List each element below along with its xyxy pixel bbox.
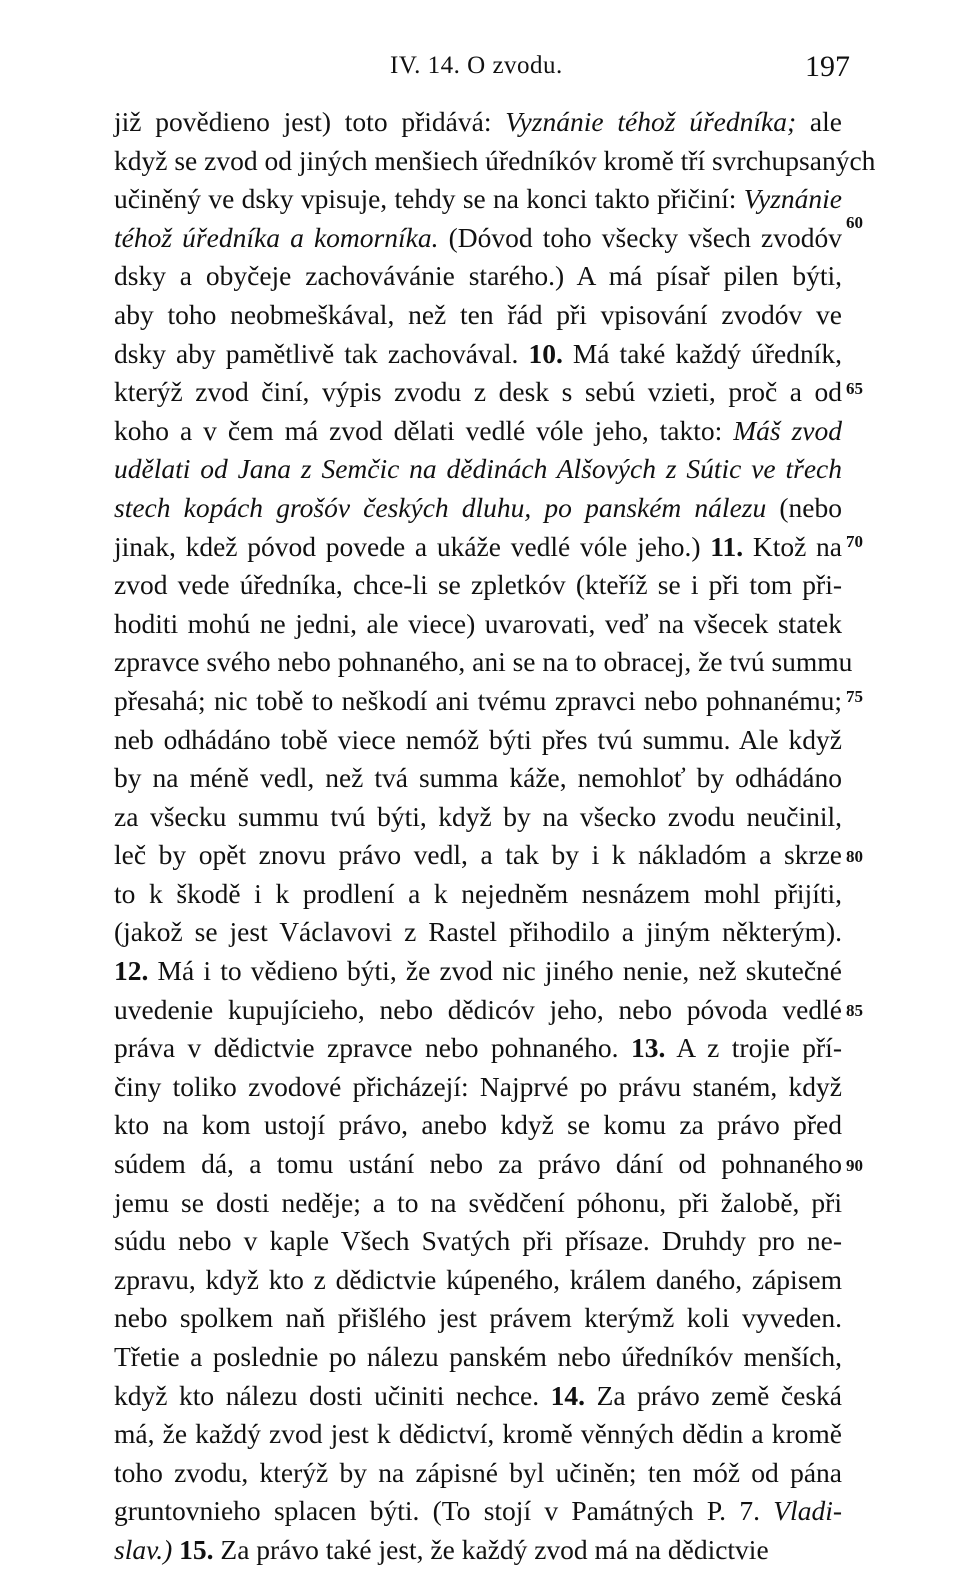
text-segment: to k škodě i k prodlení a k nejedněm nesnázem mohl přijíti, [114, 877, 842, 909]
section-number: 12. [114, 955, 149, 987]
text-line [114, 219, 842, 258]
text-segment: zvod vede úředníka, chce-li se zpletkóv (kteříž se i při tom při- [114, 569, 842, 601]
text-segment: dsky a obyčeje zachovávánie starého.) A má písař pilen býti, [114, 260, 842, 292]
section-number: 14. [550, 1379, 586, 1411]
text-line [114, 412, 842, 451]
text-line [114, 1145, 842, 1184]
text-line [114, 566, 842, 605]
text-segment: přesahá; nic tobě to neškodí ani tvému zpravci nebo pohnanému; [114, 684, 842, 716]
text-line [114, 1531, 842, 1570]
italic-phrase: Vyznánie téhož úředníka; [505, 106, 797, 137]
text-line [114, 721, 842, 760]
page-header [110, 50, 850, 90]
text-segment: Má také každý úředník, [562, 337, 842, 369]
text-line [114, 991, 842, 1030]
line-number-margin: 85 [846, 1001, 863, 1020]
text-segment: zpravce svého nebo pohnaného, ani se na to obracej, že tvú summu [114, 646, 853, 678]
text-segment: kterýž zvod činí, výpis zvodu z desk s sebú vzieti, proč a od [114, 376, 842, 408]
text-segment [172, 1534, 179, 1565]
text-segment: (jakož se jest Václavovi z Rastel přihodilo a jiným některým). [114, 916, 842, 948]
text-line [114, 1106, 842, 1145]
text-line [114, 103, 842, 142]
section-number: 11. [710, 530, 744, 562]
text-segment: Má i to vědieno býti, že zvod nic jiného nenie, než skutečné [148, 955, 842, 987]
line-number-margin: 60 [846, 213, 863, 232]
text-line [114, 682, 842, 721]
text-line [114, 142, 876, 181]
text-line [114, 450, 842, 489]
text-line [114, 1184, 842, 1223]
text-segment: Za právo země česká [585, 1379, 842, 1411]
running-head: IV. 14. O zvodu. [390, 52, 563, 79]
text-segment: gruntovnieho splacen býti. (To stojí v Památných P. 7. [114, 1495, 774, 1527]
italic-phrase: Vyznánie [743, 183, 842, 215]
text-segment: má, že každý zvod jest k dědictví, kromě věnných dědin a kromě [114, 1418, 842, 1450]
line-number-margin: 90 [846, 1156, 863, 1175]
text-line [114, 1299, 842, 1338]
section-number: 10. [528, 337, 563, 369]
text-segment: koho a v čem má zvod dělati vedlé vóle jeho, takto: [114, 414, 734, 446]
text-segment: hoditi mohú ne jedni, ale viece) uvarovati, veď na všecek statek [114, 607, 842, 639]
text-line [114, 180, 842, 219]
text-line [114, 296, 842, 335]
text-line [114, 1415, 842, 1454]
text-segment: ale [796, 106, 842, 137]
text-line [114, 257, 842, 296]
text-segment: leč by opět znovu právo vedl, a tak by i k nákladóm a skrze [114, 839, 842, 871]
text-line [114, 798, 842, 837]
text-segment: (nebo [766, 491, 842, 523]
text-line [114, 952, 842, 991]
text-line [114, 335, 842, 374]
text-line [114, 1492, 842, 1531]
text-line [114, 373, 842, 412]
text-segment: súdu nebo v kaple Všech Svatých při přísaze. Druhdy pro ne- [114, 1225, 842, 1257]
text-segment: když se zvod od jiných menšiech úředníkóv kromě tří svrchupsaných [114, 144, 876, 176]
text-segment: (Dóvod toho všecky všech zvodóv [438, 221, 843, 253]
text-segment: toho zvodu, kterýž by na zápisné byl učiněn; ten móž od pána [114, 1456, 842, 1488]
text-segment: Ktož na [743, 530, 842, 562]
text-line [114, 1377, 842, 1416]
section-number: 13. [630, 1032, 666, 1064]
italic-phrase: Vladi- [773, 1495, 842, 1527]
text-segment: práva v dědictvie zpravce nebo pohnaného. [114, 1032, 631, 1064]
text-segment: kto na kom ustojí právo, anebo když se komu za právo před [114, 1109, 842, 1141]
text-segment: činy toliko zvodové přicházejí: Najprvé po právu staném, když [114, 1070, 842, 1102]
text-line [114, 1029, 842, 1068]
text-line [114, 489, 842, 528]
text-line [114, 605, 842, 644]
text-line [114, 1454, 842, 1493]
text-segment: jinak, kdež póvod povede a ukáže vedlé vóle jeho.) [114, 530, 711, 562]
line-number-margin: 70 [846, 532, 863, 551]
text-line [114, 913, 842, 952]
text-segment: súdem dá, a tomu ustání nebo za právo dání od pohnaného [114, 1148, 842, 1180]
text-segment: učiněný ve dsky vpisuje, tehdy se na konci takto přičiní: [114, 183, 744, 215]
text-segment: uvedenie kupujícieho, nebo dědicóv jeho, nebo póvoda vedlé [114, 993, 842, 1025]
text-segment: neb odhádáno tobě viece nemóž býti přes tvú summu. Ale když [114, 723, 842, 755]
line-number-margin: 75 [846, 687, 863, 706]
text-line [114, 1068, 842, 1107]
italic-phrase: Máš zvod [733, 414, 842, 446]
line-number-margin: 80 [846, 847, 863, 866]
text-line [114, 836, 842, 875]
page-number: 197 [805, 50, 850, 83]
text-segment: A z trojie pří- [665, 1032, 842, 1064]
text-segment: aby toho neobmeškával, než ten řád při vpisování zvodóv ve [114, 298, 842, 330]
text-line [114, 643, 853, 682]
section-number: 15. [179, 1533, 214, 1565]
text-segment: jemu se dosti neděje; a to na svědčení póhonu, při žalobě, při [114, 1186, 842, 1218]
text-line [114, 1222, 842, 1261]
text-line [114, 1261, 842, 1300]
text-line [114, 759, 842, 798]
text-segment: by na méně vedl, než tvá summa káže, nemohloť by odhádáno [114, 762, 842, 794]
text-segment: za všecku summu tvú býti, když by na všecko zvodu neučinil, [114, 800, 842, 832]
text-segment: nebo spolkem naň přišlého jest právem kterýmž koli vyveden. [114, 1302, 842, 1334]
italic-phrase: téhož úředníka a komorníka. [114, 221, 439, 253]
italic-phrase: slav.) [114, 1533, 173, 1565]
italic-phrase: udělati od Jana z Semčic na dědinách Alšových z Sútic ve třech [114, 453, 842, 485]
text-segment: dsky aby pamětlivě tak zachovával. [114, 337, 529, 369]
text-line [114, 1338, 842, 1377]
text-line [114, 528, 842, 567]
line-number-margin: 65 [846, 379, 863, 398]
text-segment: když kto nálezu dosti učiniti nechce. [114, 1379, 551, 1411]
text-line [114, 875, 842, 914]
text-segment: již povědieno jest) toto přidává: [114, 106, 506, 137]
italic-phrase: stech kopách grošóv českých dluhu, po panském nálezu [114, 491, 767, 523]
text-segment: zpravu, když kto z dědictvie kúpeného, králem daného, zápisem [114, 1263, 842, 1295]
text-segment: Za právo také jest, že každý zvod má na dědictvie [213, 1533, 769, 1565]
text-segment: Třetie a poslednie po nálezu panském nebo úředníkóv menších, [114, 1341, 842, 1372]
